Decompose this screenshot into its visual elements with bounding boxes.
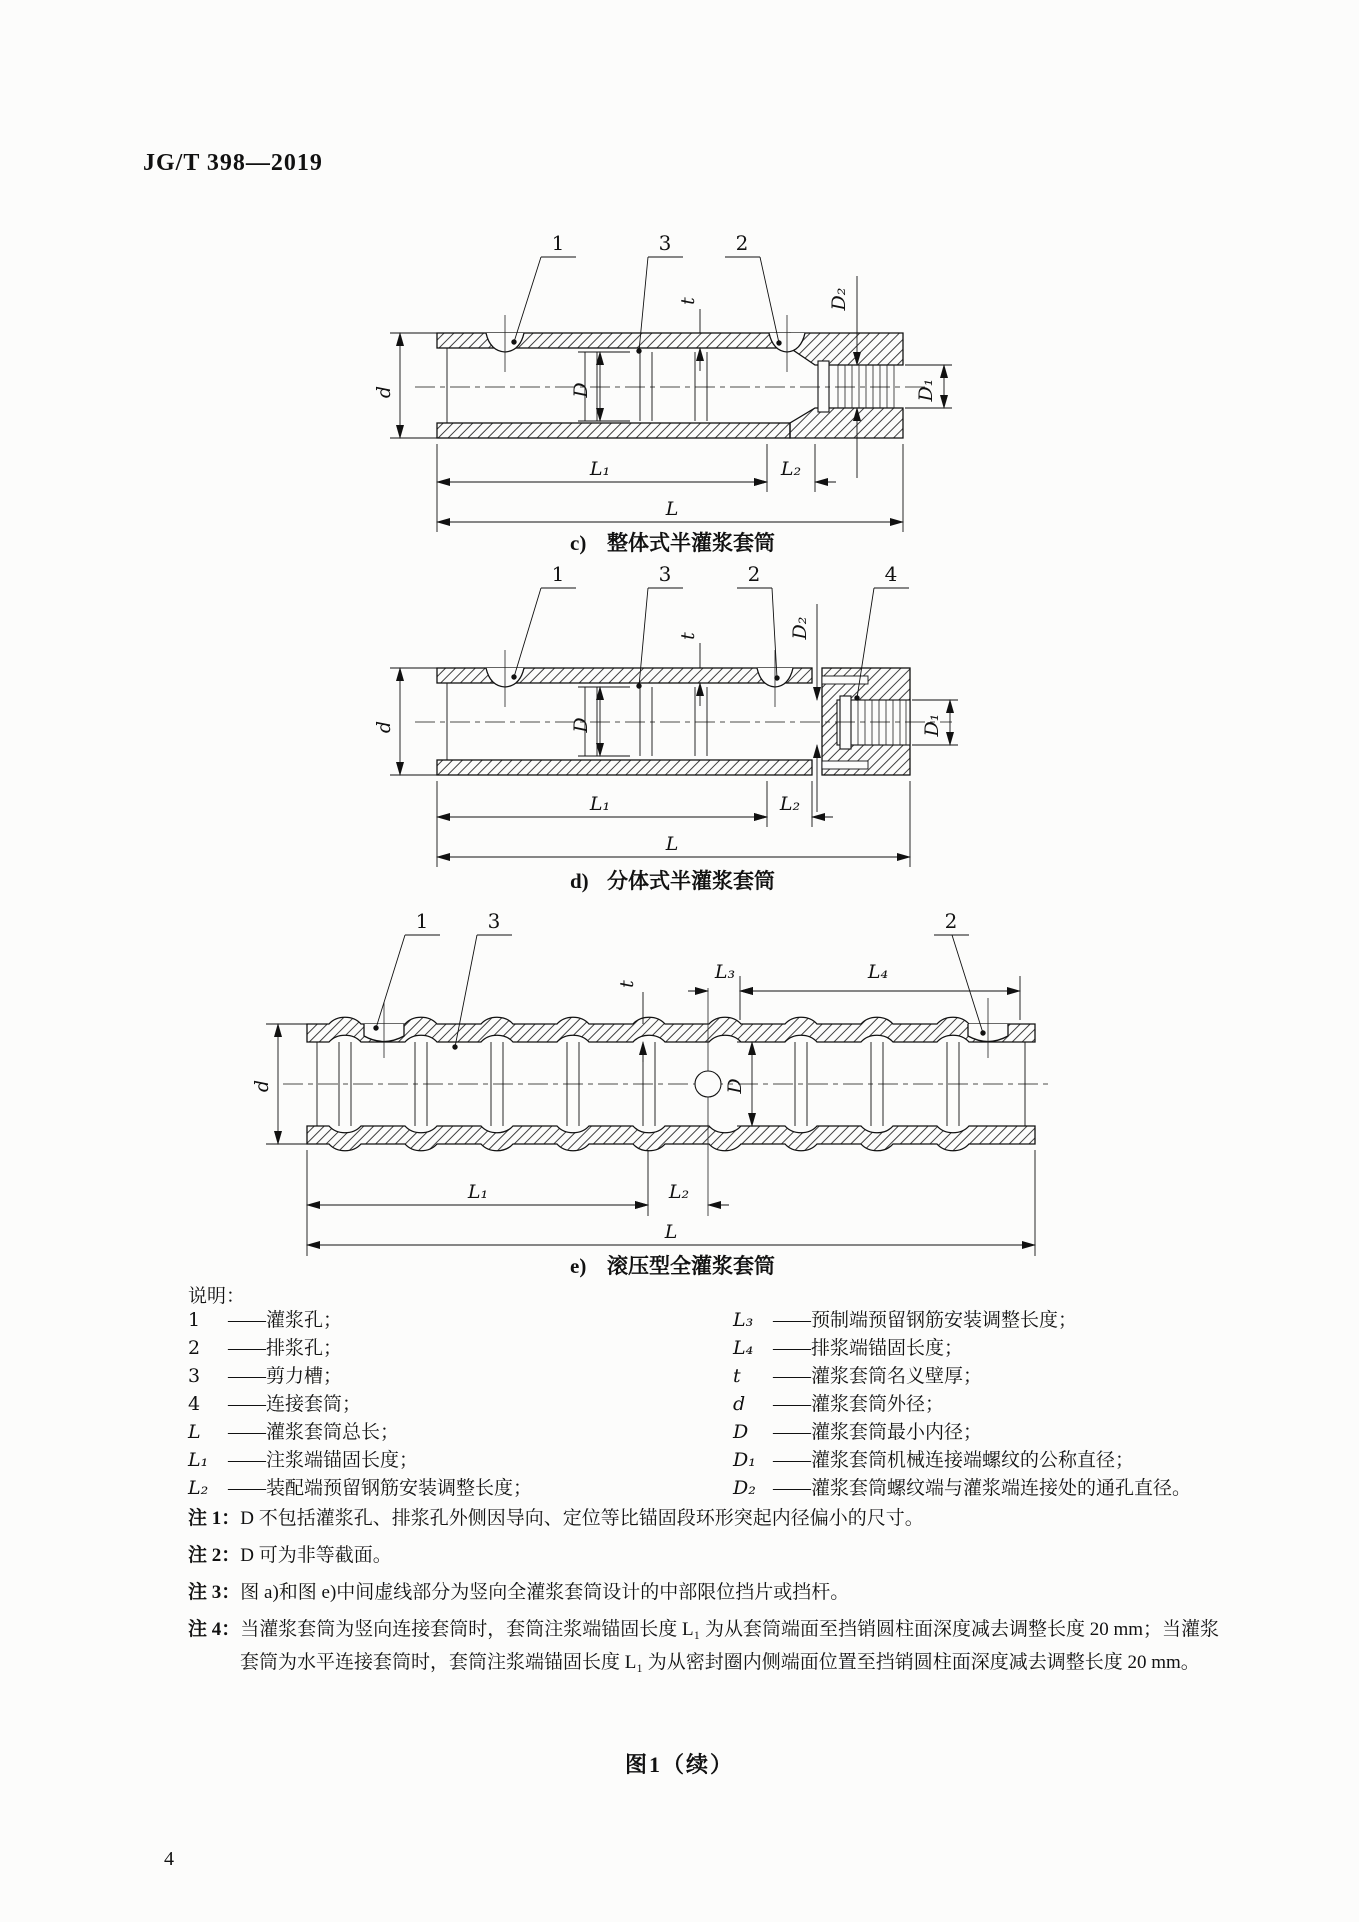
legend-item (188, 1418, 728, 1446)
thread-lines-c (838, 365, 894, 408)
legend-symbol: 1 (188, 1309, 201, 1331)
legend-symbol: L₃ (733, 1309, 754, 1331)
part-label-2: 2 (944, 909, 958, 933)
dim-D: D (724, 1078, 746, 1094)
legend-item (733, 1474, 1253, 1502)
dim-L: L (665, 833, 679, 855)
legend-text: ——灌浆孔； (228, 1310, 343, 1331)
legend-item (733, 1390, 1253, 1418)
legend-item (188, 1390, 728, 1418)
legend-symbol: L₄ (733, 1337, 754, 1359)
legend-item (733, 1334, 1253, 1362)
part-label-3: 3 (487, 909, 501, 933)
legend-text: ——灌浆套筒最小内径； (773, 1422, 983, 1443)
legend-text: ——灌浆套筒总长； (228, 1422, 400, 1443)
legend-text: ——剪力槽； (228, 1366, 343, 1387)
legend-text: ——连接套筒； (228, 1394, 362, 1415)
diagram-e-body (283, 988, 1048, 1216)
corrugated-bottom-wall (307, 1126, 1035, 1151)
dim-D1: D₁ (921, 713, 943, 737)
note-label: 注 1： (188, 1508, 241, 1529)
legend-right-column (733, 1306, 1253, 1502)
caption-letter-c: c) (570, 531, 587, 555)
dim-D: D (570, 717, 592, 733)
dim-d: d (251, 1079, 273, 1093)
legend-symbol: D₁ (733, 1449, 756, 1471)
legend-item (188, 1306, 728, 1334)
dim-L1: L₁ (589, 793, 611, 815)
note-1 (188, 1502, 1222, 1535)
legend-symbol: d (733, 1393, 746, 1415)
seal-ring-c (818, 361, 829, 412)
dim-d: d (373, 720, 395, 734)
dim-d: d (373, 385, 395, 399)
caption-title-d: 分体式半灌浆套筒 (607, 869, 775, 893)
part-label-4: 4 (884, 562, 898, 586)
legend-text: ——排浆孔； (228, 1338, 343, 1359)
limit-stop-marker (695, 1071, 721, 1097)
diagram-e-caption (570, 1254, 775, 1278)
diagram-c-body (415, 315, 928, 438)
legend-text: ——灌浆套筒机械连接端螺纹的公称直径； (773, 1450, 1135, 1471)
diagram-d-body (415, 650, 952, 775)
dim-t: t (616, 980, 638, 988)
legend-text: ——排浆端锚固长度； (773, 1338, 964, 1359)
legend-text: ——预制端预留钢筋安装调整长度； (773, 1310, 1078, 1331)
standard-number-header: JG/T 398—2019 (143, 150, 323, 176)
legend-text: ——装配端预留钢筋安装调整长度； (228, 1478, 533, 1499)
part-label-2: 2 (747, 562, 761, 586)
legend-item (188, 1334, 728, 1362)
note-label: 注 3： (188, 1582, 241, 1603)
shear-grooves-d (578, 687, 707, 756)
dim-t: t (677, 297, 699, 305)
dim-L1: L₁ (467, 1181, 489, 1203)
note-3 (188, 1576, 1222, 1609)
dim-D: D (570, 382, 592, 398)
legend-item (733, 1306, 1253, 1334)
dim-D2: D₂ (828, 287, 850, 311)
legend-text: ——灌浆套筒螺纹端与灌浆端连接处的通孔直径。 (773, 1478, 1192, 1499)
legend-symbol: D₂ (733, 1477, 756, 1499)
legend-symbol: 3 (188, 1365, 201, 1387)
note-label: 注 4： (188, 1619, 241, 1640)
dim-L: L (664, 1221, 678, 1243)
note-label: 注 2： (188, 1545, 241, 1566)
dim-L2: L₂ (780, 458, 802, 480)
legend-title: 说明： (188, 1286, 246, 1307)
diagram-c-dimensions (373, 276, 952, 532)
dim-L2: L₂ (779, 793, 801, 815)
legend-item (188, 1362, 728, 1390)
note-2 (188, 1539, 1222, 1572)
notes-block (188, 1502, 1222, 1683)
note-text: D 可为非等截面。 (240, 1545, 392, 1566)
caption-letter-e: e) (570, 1254, 587, 1278)
part-label-1: 1 (551, 231, 565, 255)
legend-symbol: t (733, 1365, 741, 1387)
legend-symbol: L₁ (188, 1449, 209, 1471)
legend-symbol: L (188, 1421, 201, 1443)
page-number: 4 (164, 1848, 174, 1870)
legend-symbol: D (733, 1421, 749, 1443)
dim-D1: D₁ (915, 378, 937, 402)
legend-text: ——注浆端锚固长度； (228, 1450, 419, 1471)
legend-item (733, 1362, 1253, 1390)
dim-D2: D₂ (789, 616, 811, 640)
dim-L1: L₁ (589, 458, 611, 480)
seal-ring-d (840, 696, 851, 749)
legend-left-column (188, 1306, 728, 1502)
figure-caption: 图1（续） (624, 1752, 734, 1777)
caption-title-e: 滚压型全灌浆套筒 (607, 1254, 775, 1278)
legend-item (733, 1418, 1253, 1446)
part-label-3: 3 (658, 231, 672, 255)
legend-item (733, 1446, 1253, 1474)
dim-L: L (665, 498, 679, 520)
corrugated-top-wall (307, 1017, 1035, 1042)
dim-L2: L₂ (668, 1181, 690, 1203)
legend-symbol: L₂ (188, 1477, 209, 1499)
note-4 (188, 1613, 1222, 1679)
note-text: D 不包括灌浆孔、排浆孔外侧因导向、定位等比锚固段环形突起内径偏小的尺寸。 (240, 1508, 924, 1529)
legend-text: ——灌浆套筒名义壁厚； (773, 1366, 983, 1387)
legend-text: ——灌浆套筒外径； (773, 1394, 945, 1415)
shear-grooves-c (578, 352, 707, 421)
diagram-d-caption (570, 869, 775, 893)
legend-symbol: 2 (188, 1337, 201, 1359)
dim-L3: L₃ (714, 961, 736, 983)
part-label-1: 1 (415, 909, 429, 933)
part-label-2: 2 (735, 231, 749, 255)
part-label-3: 3 (658, 562, 672, 586)
caption-letter-d: d) (570, 869, 589, 893)
legend-symbol: 4 (188, 1393, 201, 1415)
legend-item (188, 1474, 728, 1502)
caption-title-c: 整体式半灌浆套筒 (607, 531, 775, 555)
diagram-c-caption (570, 531, 775, 555)
part-label-1: 1 (551, 562, 565, 586)
dim-t: t (677, 632, 699, 640)
note-text: 当灌浆套筒为竖向连接套筒时，套筒注浆端锚固长度 L₁ 为从套筒端面至挡销圆柱面深度减去调整长度 20 mm；当灌浆套筒为水平连接套筒时，套筒注浆端锚固长度 L₁ 为从密封圈内侧端面位置至挡销圆柱面深度减去调整长度 20 mm。 (240, 1619, 1220, 1673)
dim-L4: L₄ (867, 961, 889, 983)
legend-item (188, 1446, 728, 1474)
note-text: 图 a)和图 e)中间虚线部分为竖向全灌浆套筒设计的中部限位挡片或挡杆。 (240, 1582, 850, 1603)
